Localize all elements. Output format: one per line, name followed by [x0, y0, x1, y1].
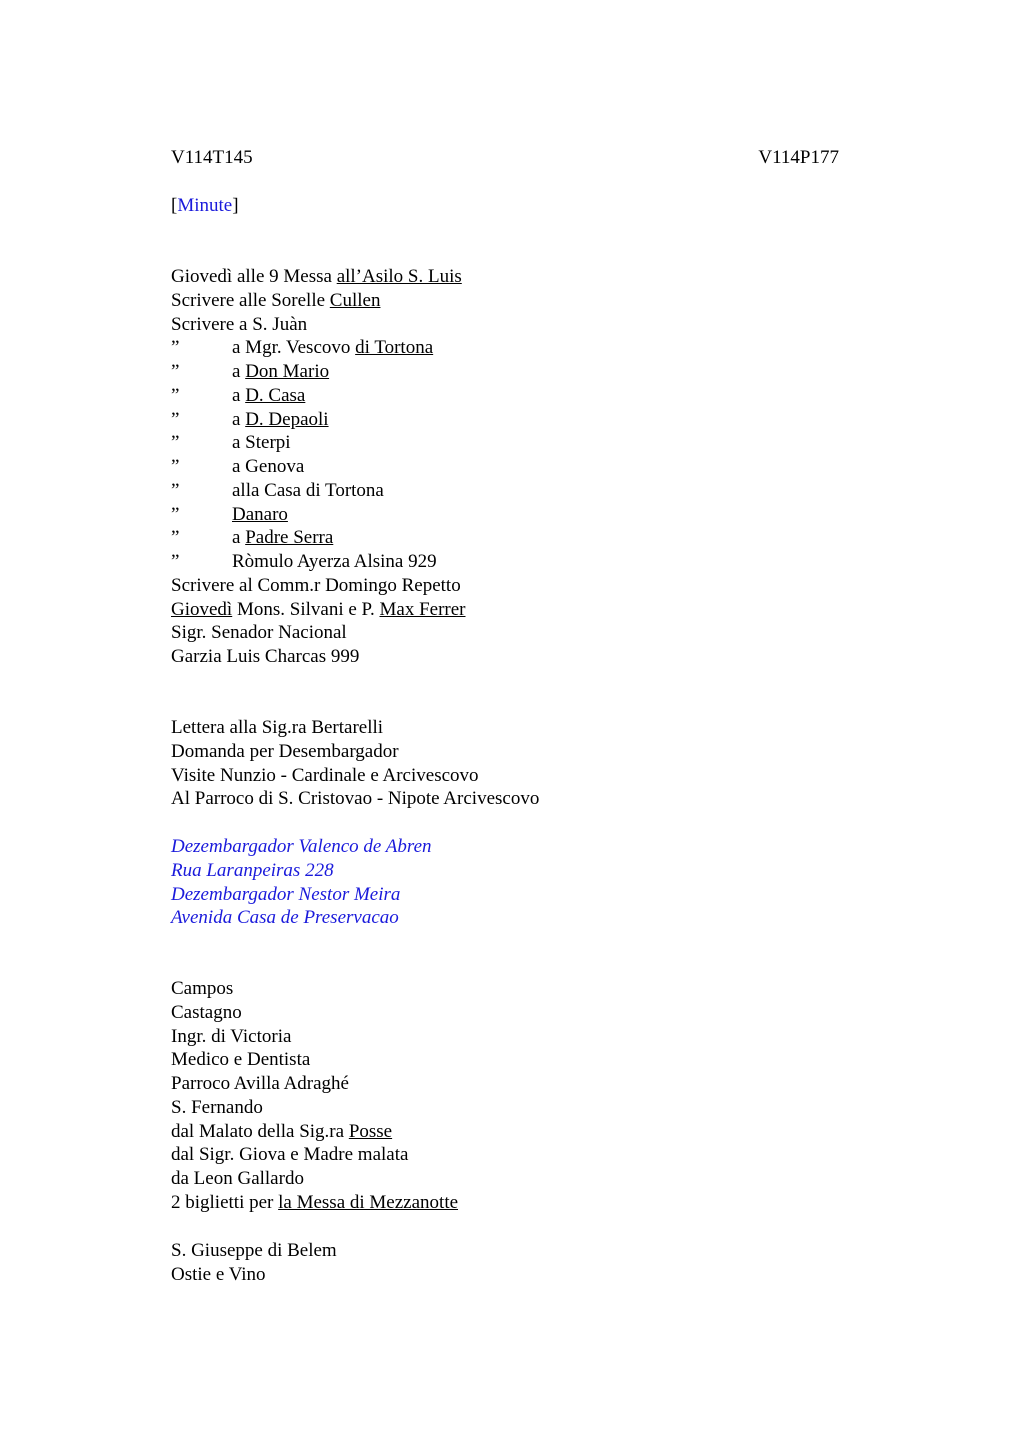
minute-link: Minute	[177, 195, 233, 216]
visits-list	[171, 977, 458, 1215]
ditto-mark: ”	[171, 479, 180, 501]
task-line	[171, 645, 466, 669]
ditto-mark: ”	[171, 551, 180, 572]
line-text: a Mgr. Vescovo	[232, 337, 356, 359]
task-line	[171, 621, 466, 645]
ditto-line	[171, 455, 466, 479]
line-text: Ròmulo Ayerza Alsina 929	[232, 551, 437, 572]
header-row	[171, 146, 839, 170]
underlined-text: di Tortona	[355, 337, 434, 359]
line-text: Sigr. Senador Nacional	[171, 622, 347, 644]
line-text: a Sterpi	[232, 432, 291, 454]
line-text: a	[232, 384, 246, 406]
list-item: Ostie e Vino	[171, 1263, 266, 1285]
ditto-mark: ”	[171, 337, 180, 359]
underlined-text: Giovedì	[171, 598, 233, 620]
line-text: alla Casa di Tortona	[232, 479, 384, 501]
bracket-close: ]	[232, 195, 239, 216]
underlined-text: la Messa di Mezzanotte	[278, 1191, 459, 1213]
ditto-mark: ”	[171, 384, 180, 406]
line-text: Giovedì alle 9 Messa	[171, 266, 337, 287]
underlined-text: Cullen	[329, 289, 381, 311]
underlined-text: Padre Serra	[245, 527, 334, 549]
underlined-text: Danaro	[232, 503, 288, 525]
task-line	[171, 598, 466, 622]
address-item: Rua Laranpeiras 228	[171, 859, 334, 881]
task-list	[171, 265, 466, 669]
underlined-text: Don Mario	[245, 361, 330, 382]
supplies-list	[171, 1239, 337, 1287]
list-item: Al Parroco di S. Cristovao - Nipote Arcivescovo	[171, 788, 540, 810]
ditto-mark: ”	[171, 503, 180, 525]
line-text: Scrivere a S. Juàn	[171, 313, 308, 335]
address-item: Avenida Casa de Preservacao	[171, 907, 399, 929]
list-item: Medico e Dentista	[171, 1049, 311, 1071]
line-text: Mons. Silvani e P.	[232, 598, 380, 620]
list-item: da Leon Gallardo	[171, 1168, 304, 1189]
ditto-line	[171, 336, 466, 360]
task-line	[171, 574, 466, 598]
list-item: Lettera alla Sig.ra Bertarelli	[171, 717, 384, 738]
address-item: Dezembargador Nestor Meira	[171, 883, 401, 905]
address-list	[171, 835, 432, 930]
underlined-text: Max Ferrer	[379, 598, 466, 620]
minute-label	[171, 194, 239, 218]
list-item	[171, 1120, 458, 1144]
underlined-text: all’Asilo S. Luis	[336, 266, 462, 287]
list-item: S. Fernando	[171, 1096, 263, 1118]
list-item: Campos	[171, 978, 234, 999]
line-text: Scrivere alle Sorelle	[171, 289, 330, 311]
underlined-text: D. Casa	[245, 384, 306, 406]
list-item: Visite Nunzio - Cardinale e Arcivescovo	[171, 764, 479, 786]
ditto-line	[171, 360, 466, 384]
line-text: a Genova	[232, 456, 305, 477]
ditto-mark: ”	[171, 361, 180, 382]
ditto-line	[171, 526, 466, 550]
line-text: Garzia Luis Charcas 999	[171, 646, 360, 667]
list-item: Parroco Avilla Adraghé	[171, 1073, 349, 1094]
list-item: S. Giuseppe di Belem	[171, 1240, 337, 1261]
ditto-line	[171, 408, 466, 432]
ditto-line	[171, 550, 466, 574]
ditto-mark: ”	[171, 527, 180, 549]
underlined-text: Posse	[348, 1120, 393, 1142]
line-text: a	[232, 527, 246, 549]
ditto-line	[171, 503, 466, 527]
right-reference-code: V114P177	[758, 147, 839, 168]
ditto-mark: ”	[171, 408, 180, 430]
ditto-mark: ”	[171, 456, 180, 477]
underlined-text: D. Depaoli	[245, 408, 329, 430]
task-line	[171, 265, 466, 289]
task-line	[171, 289, 466, 313]
line-text: a	[232, 361, 246, 382]
line-text: Scrivere al Comm.r Domingo Repetto	[171, 574, 461, 596]
list-item: Castagno	[171, 1001, 242, 1023]
line-text: a	[232, 408, 246, 430]
list-item: Ingr. di Victoria	[171, 1025, 292, 1047]
list-item	[171, 1191, 458, 1215]
line-text: dal Malato della Sig.ra	[171, 1120, 349, 1142]
task-line	[171, 313, 466, 337]
ditto-mark: ”	[171, 432, 180, 454]
bracket-open: [	[171, 195, 178, 216]
line-text: 2 biglietti per	[171, 1191, 279, 1213]
left-reference-code: V114T145	[171, 147, 253, 168]
list-item: dal Sigr. Giova e Madre malata	[171, 1144, 409, 1166]
letters-list	[171, 716, 539, 811]
list-item: Domanda per Desembargador	[171, 740, 399, 762]
ditto-line	[171, 431, 466, 455]
ditto-line	[171, 384, 466, 408]
address-item: Dezembargador Valenco de Abren	[171, 836, 432, 857]
ditto-line	[171, 479, 466, 503]
